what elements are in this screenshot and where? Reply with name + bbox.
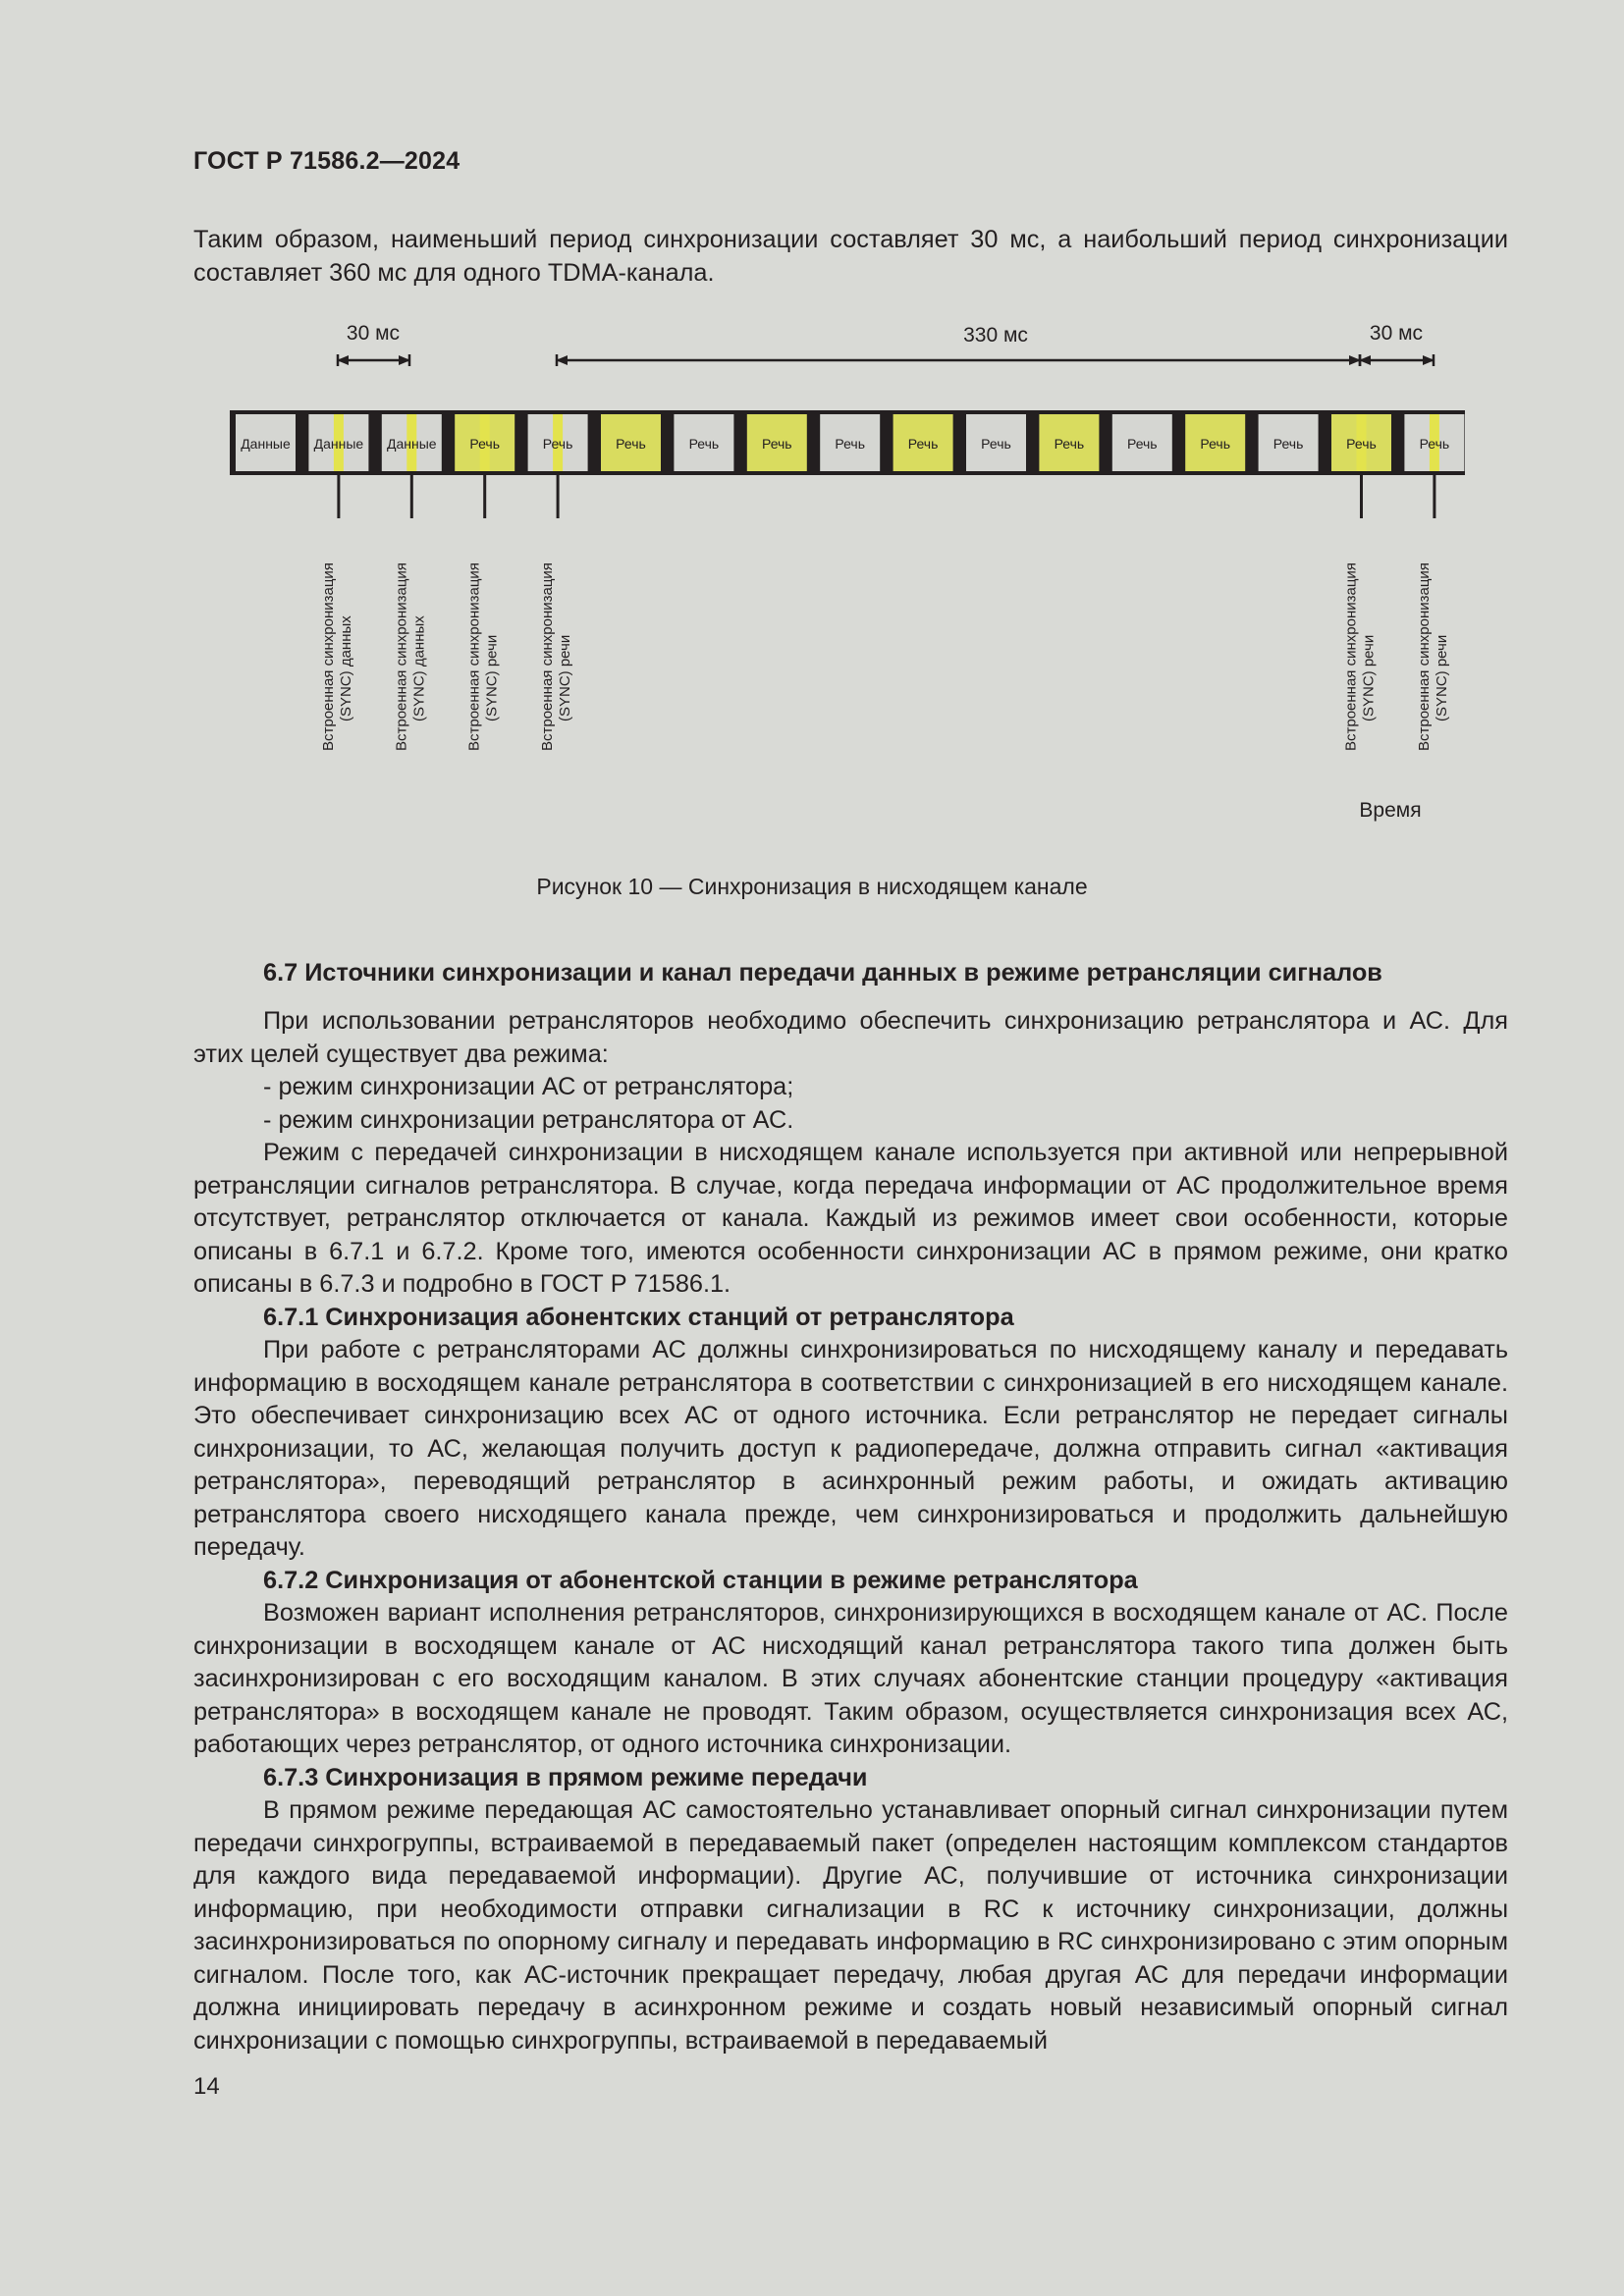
section-6-7-1-title: 6.7.1 Синхронизация абонентских станций от ретранслятора xyxy=(263,1303,1014,1331)
sync-label-line: Встроенная синхронизация xyxy=(1342,562,1360,751)
sync-label xyxy=(1343,562,1378,751)
slot-label: Речь xyxy=(907,436,939,452)
dimension-30ms-right xyxy=(1360,322,1434,366)
slot-label: Речь xyxy=(1419,436,1450,452)
section-6-7-2-text: Возможен вариант исполнения ретрансляторов, синхронизирующихся в восходящем канале от АС. После синхронизации в восходящем канале от АС нисходящий канал ретранслятора такого типа должен быть засинхронизирован с его восходящим каналом. В этих случаях абонентские станции процедуру «активация ретранслятора» в восходящем канале не проводят. Таким образом, осуществляется синхронизация всех АС, работающих через ретранслятор, от одного источника синхронизации. xyxy=(193,1599,1508,1758)
slot-label: Речь xyxy=(616,436,646,452)
slot-label: Речь xyxy=(542,436,573,452)
slot-label: Речь xyxy=(469,436,501,452)
intro-paragraph: Таким образом, наименьший период синхронизации составляет 30 мс, а наибольший период синхронизации составляет 360 мс для одного TDMA-канала. xyxy=(193,226,1508,287)
slot-label: Речь xyxy=(761,436,792,452)
slot-label: Речь xyxy=(835,436,866,452)
slot-label: Данные xyxy=(241,436,291,452)
sync-label-line: (SYNC) речи xyxy=(1433,634,1450,721)
sync-label-line: (SYNC) речи xyxy=(483,634,501,721)
sync-label-line: (SYNC) данных xyxy=(410,615,428,721)
section-6-7-3-text: В прямом режиме передающая АС самостоятельно устанавливает опорный сигнал синхронизации путем передачи синхрогруппы, встраиваемой в передаваемый пакет (определен настоящим комплексом стандартов для каждого вида передаваемой информации). Другие АС, получившие от источника синхронизации информацию, при необходимости отправки сигнализации в RC к источнику синхронизации, должны засинхронизироваться по опорному сигналу и передавать информацию в RC синхронизировано с этим опорным сигналом. После того, как АС-источник прекращает передачу, любая другая АС для передачи информации должна инициировать передачу в асинхронном режиме и создать новый независимый опорный сигнал синхронизации с помощью синхрогруппы, встраиваемой в передаваемый xyxy=(193,1796,1508,2055)
document-header: ГОСТ Р 71586.2—2024 xyxy=(193,147,460,175)
slot-label: Речь xyxy=(981,436,1011,452)
sync-label xyxy=(539,562,573,751)
dimension-label-30ms-left: 30 мс xyxy=(346,322,401,345)
sync-label-line: Встроенная синхронизация xyxy=(319,562,337,751)
sync-label xyxy=(393,562,427,751)
section-6-7-paragraph-1: При использовании ретрансляторов необходимо обеспечить синхронизацию ретранслятора и АС. Для этих целей существует два режима: xyxy=(193,1007,1508,1068)
dimension-label-30ms-right: 30 мс xyxy=(1369,322,1424,345)
sync-label-line: Встроенная синхронизация xyxy=(1415,562,1433,751)
sync-diagram xyxy=(0,304,1624,854)
slot-label: Речь xyxy=(1346,436,1377,452)
slot-label: Речь xyxy=(1272,436,1304,452)
list-item: - режим синхронизации ретранслятора от АС. xyxy=(263,1105,794,1134)
slot-label: Данные xyxy=(313,436,364,452)
sync-label-line: (SYNC) речи xyxy=(557,634,574,721)
page-number: 14 xyxy=(193,2073,220,2100)
figure-caption: Рисунок 10 — Синхронизация в нисходящем канале xyxy=(536,874,1088,899)
slot-label: Речь xyxy=(1054,436,1085,452)
dimension-330ms xyxy=(557,324,1360,366)
sync-label xyxy=(1416,562,1450,751)
time-label: Время xyxy=(1359,799,1422,822)
section-6-7-2-title: 6.7.2 Синхронизация от абонентской станции в режиме ретранслятора xyxy=(263,1566,1138,1594)
sync-label-line: Встроенная синхронизация xyxy=(465,562,483,751)
section-6-7-title: 6.7 Источники синхронизации и канал передачи данных в режиме ретрансляции сигналов xyxy=(263,959,1382,987)
section-6-7-1-text: При работе с ретрансляторами АС должны синхронизироваться по нисходящему каналу и передавать информацию в восходящем канале ретранслятора в соответствии с синхронизацией в его нисходящем канале. Это обеспечивает синхронизацию всех АС от одного источника. Если ретранслятор не передает сигналы синхронизации, то АС, желающая получить доступ к радиопередаче, должна отправить сигнал «активация ретранслятора», переводящий ретранслятор в асинхронный режим работы, и ожидать активацию ретранслятора своего нисходящего канала прежде, чем синхронизироваться и продолжить дальнейшую передачу. xyxy=(193,1336,1508,1561)
section-6-7-paragraph-2: Режим с передачей синхронизации в нисходящем канале используется при активной или непрерывной ретрансляции сигналов ретранслятора. В случае, когда передача информации от АС продолжительное время отсутствует, ретранслятор отключается от канала. Каждый из режимов имеет свои особенности, которые описаны в 6.7.1 и 6.7.2. Кроме того, имеются особенности синхронизации АС в прямом режиме, они кратко описаны в 6.7.3 и подробно в ГОСТ Р 71586.1. xyxy=(193,1139,1508,1298)
slot-label: Речь xyxy=(1200,436,1231,452)
dimension-label-330ms: 330 мс xyxy=(963,324,1028,347)
slot-label: Речь xyxy=(1126,436,1158,452)
sync-label xyxy=(466,562,501,751)
section-6-7-body xyxy=(193,1005,1508,2057)
section-6-7-3-title: 6.7.3 Синхронизация в прямом режиме передачи xyxy=(263,1763,868,1791)
sync-label-line: (SYNC) речи xyxy=(1360,634,1378,721)
sync-label-line: Встроенная синхронизация xyxy=(393,562,410,751)
dimension-30ms-left xyxy=(338,322,409,366)
sync-label xyxy=(320,562,354,751)
slot-label: Данные xyxy=(387,436,437,452)
list-item: - режим синхронизации АС от ретранслятора; xyxy=(263,1073,794,1100)
sync-label-line: (SYNC) данных xyxy=(337,615,354,721)
sync-label-line: Встроенная синхронизация xyxy=(539,562,557,751)
slot-label: Речь xyxy=(688,436,720,452)
